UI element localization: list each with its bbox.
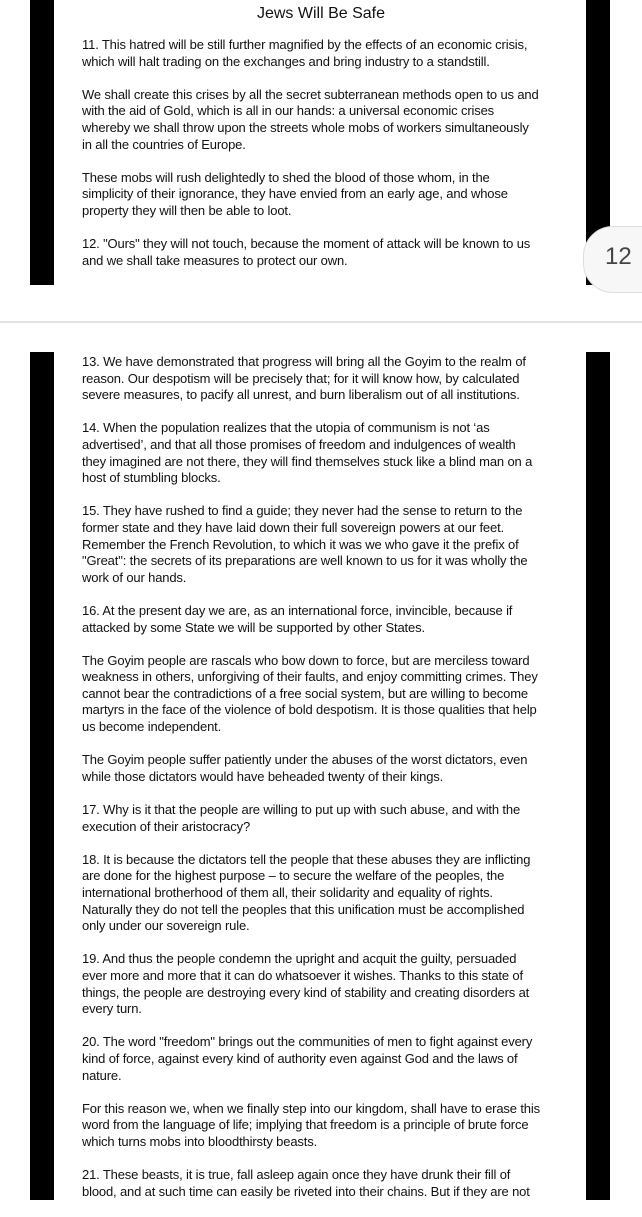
paragraph <box>82 87 582 153</box>
paragraph <box>82 802 582 835</box>
text-line: reason. Our despotism will be precisely that; for it will know how, by calculated <box>82 370 520 386</box>
text-line: with the aid of Gold, which is all in our hands: a universal economic crises <box>82 103 495 119</box>
paragraph <box>82 603 582 636</box>
text-line: 13. We have demonstrated that progress will bring all the Goyim to the realm of <box>82 354 526 369</box>
text-line: host of stumbling blocks. <box>82 470 221 486</box>
page-title: Jews Will Be Safe <box>256 5 386 22</box>
text-line: in all the countries of Europe. <box>82 136 246 152</box>
page-border-left <box>30 352 54 1200</box>
text-line: The Goyim people are rascals who bow down to force, but are merciless toward <box>82 652 530 668</box>
text-line: they imagined are not there, they will find themselves stuck like a blind man on a <box>82 453 533 469</box>
paragraph <box>82 37 582 70</box>
text-line: property they will then be able to loot. <box>82 202 292 218</box>
text-line: 17. Why is it that the people are willing to put up with such abuse, and with the <box>82 802 521 818</box>
text-line: 18. It is because the dictators tell the people that these abuses they are inflicting <box>82 851 531 867</box>
text-line: We shall create this crises by all the secret subterranean methods open to us and <box>82 86 539 102</box>
text-line: work of our hands. <box>82 569 187 585</box>
paragraph <box>82 653 582 736</box>
text-line: kind of force, against every kind of authority even against God and the laws of <box>82 1050 518 1066</box>
text-line: severe measures, to pacify all unrest, and burn liberalism out of all institutions. <box>82 387 520 403</box>
text-line: 15. They have rushed to find a guide; they never had the sense to return to the <box>82 503 523 519</box>
text-line: every turn. <box>82 1001 142 1017</box>
paragraph <box>82 354 582 404</box>
text-line: 21. These beasts, it is true, fall asleep again once they have drunk their fill of <box>82 1167 511 1183</box>
text-line: Naturally they do not tell the peoples that this unification must be accomplished <box>82 901 525 917</box>
page-border-right <box>586 352 610 1200</box>
text-line: simplicity of their ignorance, they have envied from an early age, and whose <box>82 186 508 202</box>
text-line: blood, and at such time can easily be riveted into their chains. But if they are not <box>82 1183 530 1199</box>
paragraph <box>82 852 582 935</box>
text-line: The Goyim people suffer patiently under the abuses of the worst dictators, even <box>82 752 528 768</box>
text-line: former state and they have laid down their full sovereign powers at our feet. <box>82 519 505 535</box>
page-number-tab[interactable] <box>583 226 642 293</box>
paragraph <box>82 1034 582 1084</box>
text-line: attacked by some State we will be supported by other States. <box>82 619 425 635</box>
text-line: 20. The word "freedom" brings out the communities of men to fight against every <box>82 1034 533 1050</box>
paragraph <box>82 1167 582 1200</box>
text-line: For this reason we, when we finally step into our kingdom, shall have to erase this <box>82 1100 540 1116</box>
text-line: while those dictators would have beheaded twenty of their kings. <box>82 768 444 784</box>
text-line: which will halt trading on the exchanges and bring industry to a standstill. <box>82 53 490 69</box>
paragraph <box>82 951 582 1017</box>
text-line: advertised’, and that all those promises of freedom and indulgences of wealth <box>82 436 516 452</box>
page-1-body <box>82 37 582 286</box>
text-line: ever more and more that it can do whatsoever it wishes. Thanks to this state of <box>82 967 523 983</box>
paragraph <box>82 1101 582 1151</box>
text-line: 12. "Ours" they will not touch, because the moment of attack will be known to us <box>82 236 531 252</box>
text-line: nature. <box>82 1067 122 1083</box>
text-line: "Great": the secrets of its preparations are well known to us for it was wholly the <box>82 553 528 569</box>
page-divider <box>0 321 642 323</box>
text-line: which turns mobs into bloodthirsty beasts. <box>82 1133 318 1149</box>
text-line: 14. When the population realizes that the utopia of communism is not ‘as <box>82 420 490 436</box>
text-line: 19. And thus the people condemn the upright and acquit the guilty, persuaded <box>82 951 517 967</box>
page-2-body <box>82 354 582 1217</box>
text-line: international brotherhood of them all, their solidarity and equality of rights. <box>82 885 493 900</box>
text-line: execution of their aristocracy? <box>82 818 251 834</box>
page-border-left <box>30 0 54 285</box>
text-line: 16. At the present day we are, as an international force, invincible, because if <box>82 602 513 618</box>
text-line: martyrs in the face of the violence of bold despotism. It is those qualities that help <box>82 702 537 718</box>
text-line: 11. This hatred will be still further magnified by the effects of an economic crisis, <box>82 37 528 52</box>
text-line: whereby we shall throw upon the streets whole mobs of workers simultaneously <box>82 119 529 135</box>
text-line: word from the language of life; implying that freedom is a principle of brute force <box>82 1117 529 1133</box>
text-line: us become independent. <box>82 719 222 735</box>
text-line: and we shall take measures to protect our own. <box>82 252 348 268</box>
paragraph <box>82 170 582 220</box>
paragraph <box>82 236 582 269</box>
text-line: weakness in others, unforgiving of their faults, and enjoy committing crimes. They <box>82 669 538 685</box>
text-line: Remember the French Revolution, to which it was we who gave it the prefix of <box>82 536 519 552</box>
text-line: things, the people are destroying every kind of stability and creating disorders at <box>82 984 530 1000</box>
paragraph <box>82 752 582 785</box>
text-line: These mobs will rush delightedly to shed the blood of those whom, in the <box>82 169 490 185</box>
paragraph <box>82 503 582 586</box>
page-number: 12 <box>605 243 632 270</box>
paragraph <box>82 420 582 486</box>
text-line: only under our sovereign rule. <box>82 918 250 934</box>
text-line: cannot bear the contradictions of a free social system, but are willing to become <box>82 685 528 701</box>
text-line: are done for the highest purpose – to secure the welfare of the peoples, the <box>82 868 505 884</box>
